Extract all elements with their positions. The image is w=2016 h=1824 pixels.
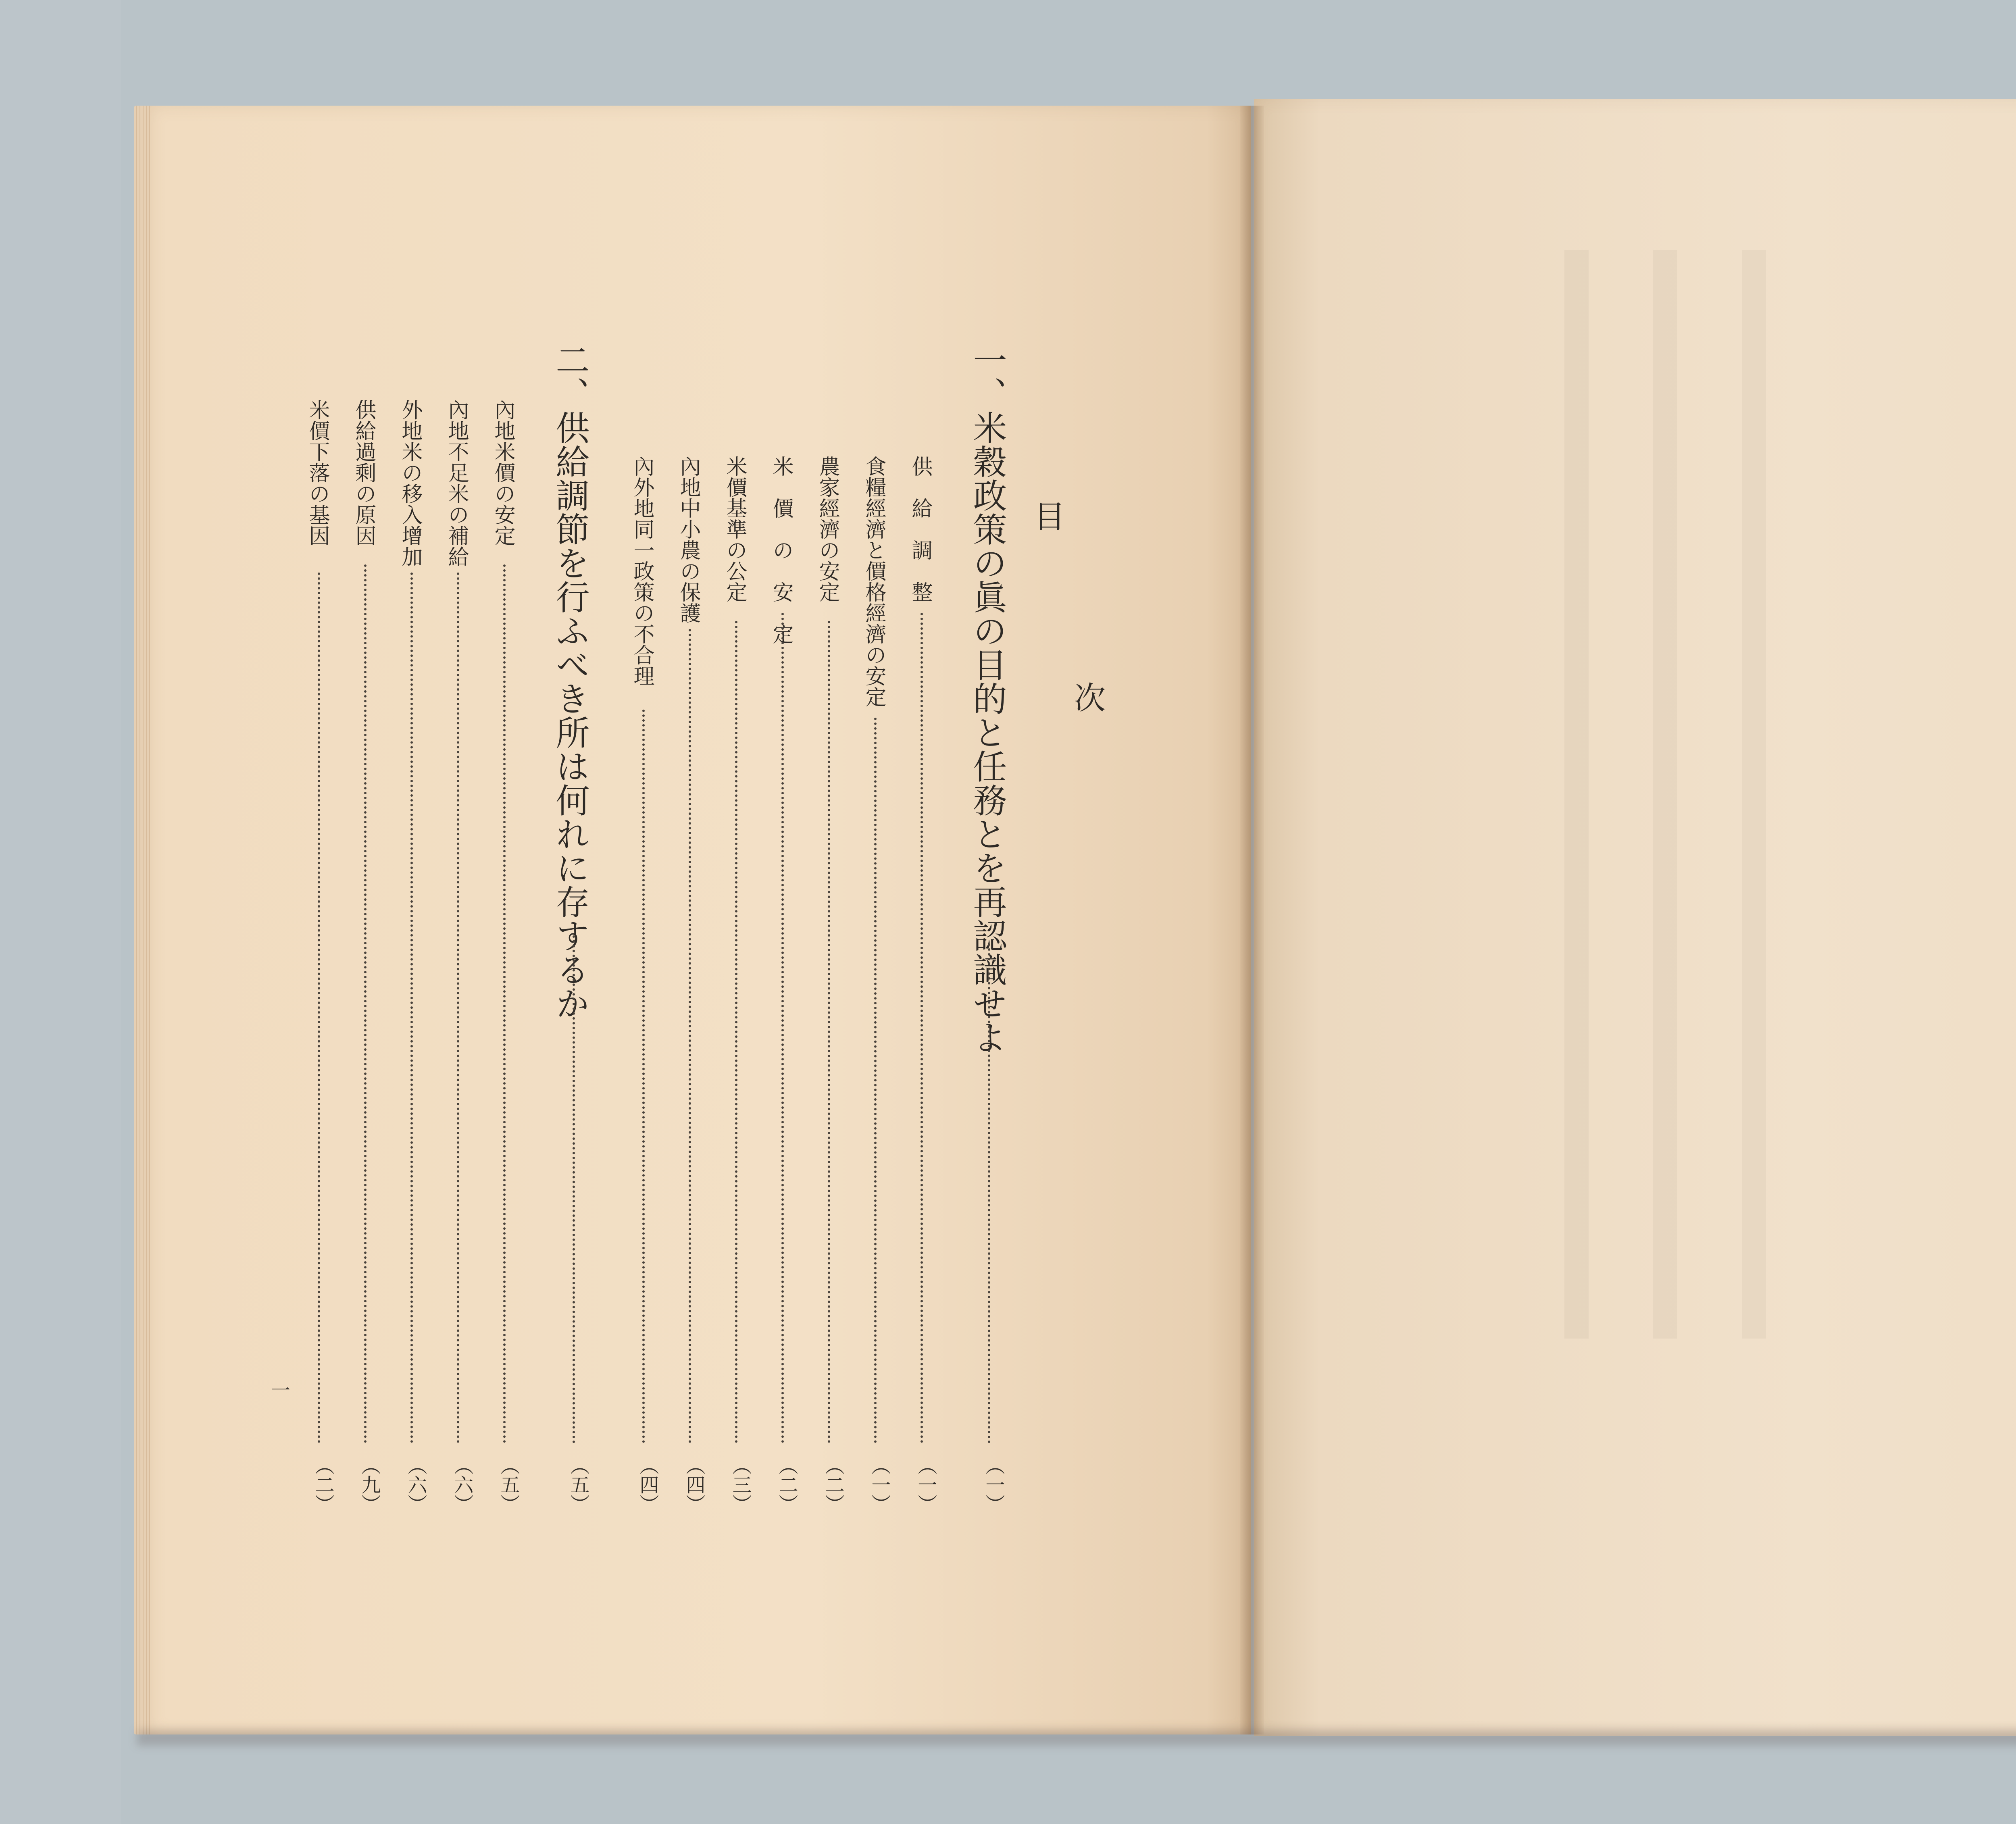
toc-item-2-1[interactable]: 內地米價の安定 <box>491 399 515 546</box>
toc-item-1-5-page: （三） <box>729 1455 752 1514</box>
leader-dots <box>364 564 367 1443</box>
toc-item-1-1-page: （一） <box>914 1455 937 1514</box>
book-gutter <box>1240 106 1264 1734</box>
toc-item-1-2-page: （一） <box>868 1455 891 1514</box>
toc-item-2-3[interactable]: 外地米の移入增加 <box>398 399 422 567</box>
toc-item-1-1[interactable]: 供 給 調 整 <box>908 456 932 602</box>
toc-item-2-1-page: （五） <box>497 1455 520 1514</box>
page-folio: 一 <box>271 1379 291 1402</box>
toc-item-2-5-page: （二） <box>312 1455 334 1514</box>
toc-item-1-4-page: （二） <box>775 1455 798 1514</box>
toc-item-1-3-page: （二） <box>822 1455 844 1514</box>
toc-item-1-4[interactable]: 米 價 の 安 定 <box>769 456 793 644</box>
leader-dots <box>735 621 737 1443</box>
book-shadow <box>137 1730 2016 1746</box>
toc-section-2-page: （五） <box>567 1455 589 1514</box>
toc-item-2-3-page: （六） <box>404 1455 427 1514</box>
toc-section-1-page: （一） <box>982 1455 1005 1514</box>
toc-item-1-7-page: （四） <box>636 1455 659 1514</box>
leader-dots <box>781 613 784 1443</box>
bleed-through-block <box>1564 250 1806 1339</box>
toc-item-1-3[interactable]: 農家經濟の安定 <box>815 456 839 602</box>
toc-item-2-5[interactable]: 米價下落の基因 <box>305 399 329 546</box>
toc-item-2-4[interactable]: 供給過剩の原因 <box>352 399 376 546</box>
leader-dots <box>410 573 413 1443</box>
toc-item-2-2-page: （六） <box>451 1455 473 1514</box>
leader-dots <box>828 621 830 1443</box>
toc-title-first-char: 目 <box>1029 500 1065 531</box>
toc-item-2-4-page: （九） <box>358 1455 381 1514</box>
leader-dots <box>988 943 990 1443</box>
toc-section-2-heading[interactable]: 二、供給調節を行ふべき所は何れに存するか <box>550 343 590 1020</box>
leader-dots <box>921 613 923 1443</box>
toc-item-1-6[interactable]: 內地中小農の保護 <box>676 456 700 623</box>
leader-dots <box>689 629 691 1443</box>
leader-dots <box>874 718 877 1443</box>
toc-item-1-5[interactable]: 米價基準の公定 <box>723 456 747 602</box>
toc-item-1-2[interactable]: 食糧經濟と價格經濟の安定 <box>862 456 886 707</box>
leader-dots <box>642 710 645 1443</box>
toc-title-second-char: 次 <box>1069 681 1105 713</box>
toc-section-1-heading[interactable]: 一、米穀政策の眞の目的と任務とを再認識せよ <box>968 343 1007 1054</box>
leader-dots <box>573 935 575 1443</box>
toc-item-1-7[interactable]: 內外地同一政策の不合理 <box>630 456 654 686</box>
leader-dots <box>503 564 506 1443</box>
leader-dots <box>457 573 459 1443</box>
toc-item-1-6-page: （四） <box>683 1455 705 1514</box>
leader-dots <box>318 573 320 1443</box>
toc-item-2-2[interactable]: 內地不足米の補給 <box>444 399 469 567</box>
